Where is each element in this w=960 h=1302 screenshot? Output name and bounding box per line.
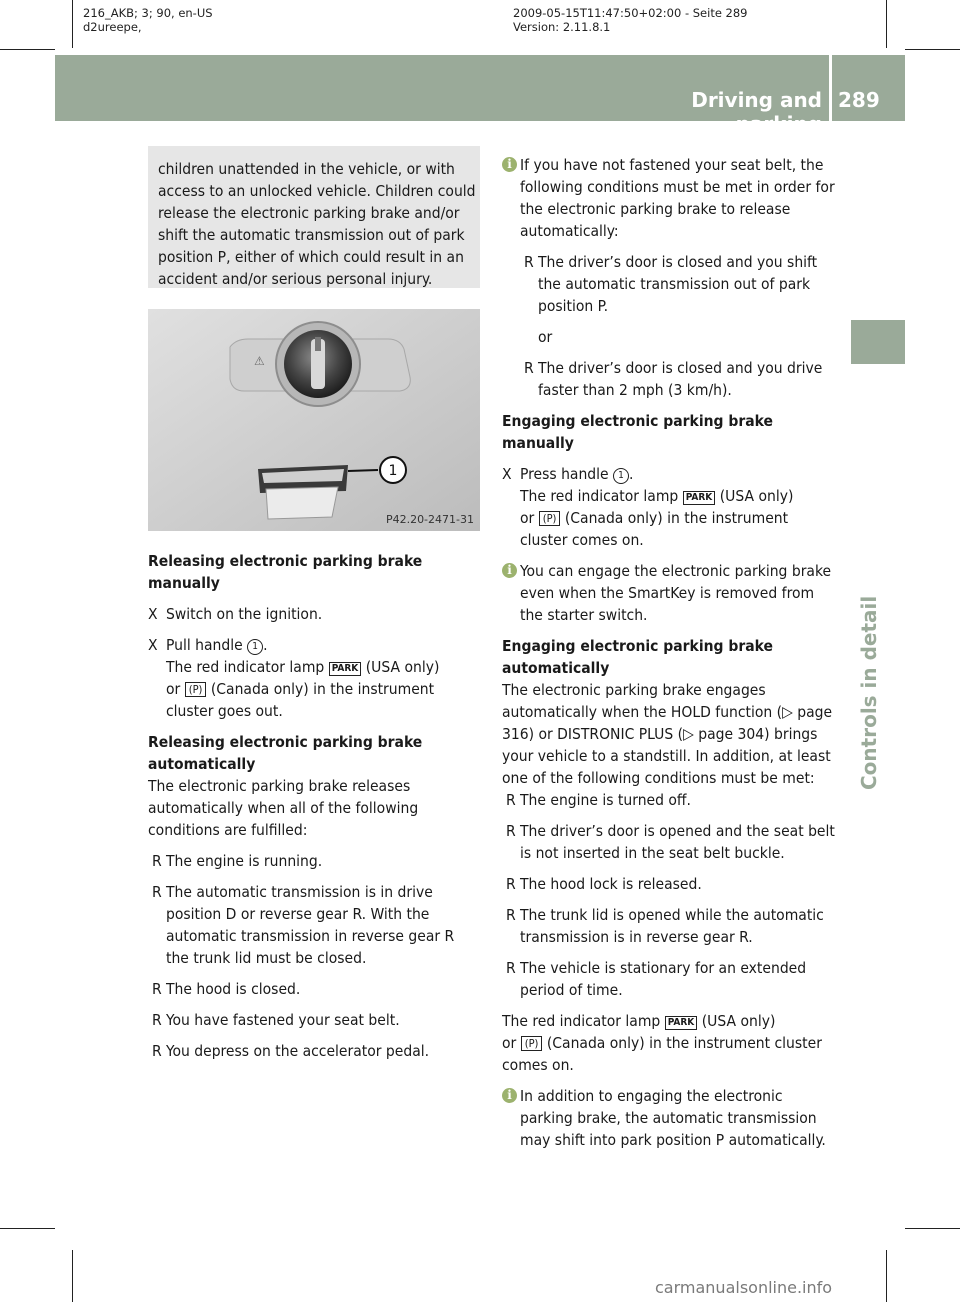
crop-mark xyxy=(886,1250,887,1302)
park-lamp-icon: PARK xyxy=(665,1016,698,1030)
print-meta-right xyxy=(513,6,748,34)
step-text: (USA only) xyxy=(365,658,440,676)
info-icon: i xyxy=(502,157,517,172)
bullet-icon: R xyxy=(506,875,516,893)
bullet-icon: R xyxy=(152,852,162,870)
meta-line: 2009-05-15T11:47:50+02:00 - Seite 289 xyxy=(513,6,748,20)
info-note xyxy=(502,1085,836,1151)
canada-lamp-icon: (P) xyxy=(521,1036,543,1051)
step-text: or xyxy=(520,509,535,527)
info-text: You can engage the electronic parking brake even when the SmartKey is removed from the starter switch. xyxy=(520,562,832,624)
info-note xyxy=(502,154,836,242)
para-text: (Canada only) in the instrument cluster comes on. xyxy=(502,1034,822,1074)
svg-text:⚠: ⚠ xyxy=(254,354,265,368)
park-lamp-icon: PARK xyxy=(683,491,716,505)
heading-release-manual: Releasing electronic parking brake manually xyxy=(148,552,423,592)
para-text: (USA only) xyxy=(701,1012,776,1030)
section-tab xyxy=(851,320,905,364)
section-label: Controls in detail xyxy=(857,595,881,790)
or-text: or xyxy=(538,328,553,346)
crop-mark xyxy=(0,49,55,50)
bullet-icon: R xyxy=(152,1042,162,1060)
list-item xyxy=(502,873,836,895)
list-item xyxy=(502,820,836,864)
info-list xyxy=(502,251,836,401)
paragraph: The electronic parking brake engages automatically when the HOLD function (▷ page 316) or DISTRONIC PLUS (▷ page 304) brings your vehicle to a standstill. In addition, at least one of the following conditions must be met: xyxy=(502,681,833,787)
list-text: The trunk lid is opened while the automatic transmission is in reverse gear R. xyxy=(520,906,824,946)
watermark: carmanualsonline.info xyxy=(655,1278,833,1297)
list-text: The driver’s door is opened and the seat belt is not inserted in the seat belt buckle. xyxy=(520,822,835,862)
right-column xyxy=(502,154,836,1151)
info-icon: i xyxy=(502,563,517,578)
list-text: The automatic transmission is in drive position D or reverse gear R. With the automatic transmission in reverse gear R the trunk lid must be closed. xyxy=(166,883,455,967)
bullet-icon: R xyxy=(152,883,162,901)
left-column xyxy=(148,550,480,1062)
para-text: The red indicator lamp xyxy=(502,1012,661,1030)
bullet-icon: R xyxy=(506,906,516,924)
bullet-icon: R xyxy=(506,791,516,809)
list-text: The hood lock is released. xyxy=(520,875,702,893)
info-note xyxy=(502,560,836,626)
meta-line: d2ureepe, xyxy=(83,20,142,34)
page-number: 289 xyxy=(838,88,880,112)
list-item xyxy=(520,357,836,401)
list-item xyxy=(148,850,480,872)
step-text: (USA only) xyxy=(719,487,794,505)
crop-mark xyxy=(0,1228,55,1229)
park-lamp-icon: PARK xyxy=(329,662,362,676)
list-text: The driver’s door is closed and you shift the automatic transmission out of park position P. xyxy=(538,253,818,315)
bullet-icon: R xyxy=(506,959,516,977)
parking-brake-illustration xyxy=(148,309,480,531)
step-text: Pull handle xyxy=(166,636,243,654)
step-text: (Canada only) in the instrument cluster comes on. xyxy=(520,509,789,549)
list-text: The driver’s door is closed and you drive faster than 2 mph (3 km/h). xyxy=(538,359,823,399)
list-text: The hood is closed. xyxy=(166,980,301,998)
list-item xyxy=(148,978,480,1000)
figure-code: P42.20-2471-31 xyxy=(385,513,474,526)
list-item xyxy=(502,904,836,948)
heading-release-auto: Releasing electronic parking brake automatically xyxy=(148,733,423,773)
chapter-title: Driving and parking xyxy=(691,88,822,136)
meta-line: Version: 2.11.8.1 xyxy=(513,20,611,34)
list-item xyxy=(148,1009,480,1031)
list-item xyxy=(502,957,836,1001)
crop-mark xyxy=(886,0,887,48)
bullet-icon: R xyxy=(152,980,162,998)
list-text: The vehicle is stationary for an extended period of time. xyxy=(520,959,807,999)
step-text: Press handle xyxy=(520,465,609,483)
bullet-icon: R xyxy=(152,1011,162,1029)
bullet-icon: R xyxy=(506,822,516,840)
list-item xyxy=(502,789,836,811)
info-text: In addition to engaging the electronic parking brake, the automatic transmission may shift into park position P automatically. xyxy=(520,1087,826,1149)
crop-mark xyxy=(72,1250,73,1302)
list-text: You have fastened your seat belt. xyxy=(166,1011,400,1029)
step-text: (Canada only) in the instrument cluster goes out. xyxy=(166,680,435,720)
canada-lamp-icon: (P) xyxy=(185,682,207,697)
figure-photo xyxy=(148,309,480,531)
bullet-icon: R xyxy=(524,253,534,271)
crop-mark xyxy=(905,49,960,50)
step-item: X Press handle 1 . The red indicator lamp PARK (USA only) or (P) (Canada only) in the instrument cluster comes on. xyxy=(502,465,794,549)
list-text: The engine is turned off. xyxy=(520,791,691,809)
meta-line: 216_AKB; 3; 90, en-US xyxy=(83,6,213,20)
para-text: or xyxy=(502,1034,517,1052)
bullet-icon: R xyxy=(524,359,534,377)
crop-mark xyxy=(905,1228,960,1229)
step-arrow-icon: X xyxy=(502,465,512,483)
crop-mark xyxy=(72,0,73,48)
warning-text: children unattended in the vehicle, or with access to an unlocked vehicle. Children could release the electronic parking brake and/or shift the automatic transmission out of park position P, either of which could result in an accident and/or serious personal injury. xyxy=(158,160,476,288)
step-item: X Pull handle 1 . The red indicator lamp PARK (USA only) or (P) (Canada only) in the instrument cluster goes out. xyxy=(148,636,440,720)
list-text: The engine is running. xyxy=(166,852,323,870)
callout-1-icon: 1 xyxy=(247,639,263,655)
canada-lamp-icon: (P) xyxy=(539,511,561,526)
step-text: The red indicator lamp xyxy=(520,487,679,505)
paragraph: The electronic parking brake releases automatically when all of the following conditions are fulfilled: xyxy=(148,777,419,839)
heading-engage-auto: Engaging electronic parking brake automatically xyxy=(502,637,773,677)
step-arrow-icon: X xyxy=(148,605,158,623)
info-icon: i xyxy=(502,1088,517,1103)
step-text: Switch on the ignition. xyxy=(166,605,323,623)
step-arrow-icon: X xyxy=(148,636,158,654)
print-meta-left xyxy=(83,6,213,34)
header-divider xyxy=(829,55,832,121)
step-text: The red indicator lamp xyxy=(166,658,325,676)
heading-engage-manual: Engaging electronic parking brake manually xyxy=(502,412,773,452)
list-item xyxy=(520,251,836,317)
callout-1-icon: 1 xyxy=(613,468,629,484)
step-text: or xyxy=(166,680,181,698)
paragraph xyxy=(502,1010,836,1076)
list-text: You depress on the accelerator pedal. xyxy=(166,1042,430,1060)
step-item xyxy=(148,603,480,625)
list-item xyxy=(148,881,480,969)
list-item xyxy=(148,1040,480,1062)
info-text: If you have not fastened your seat belt, the following conditions must be met in order for the electronic parking brake to release automatically: xyxy=(520,156,835,240)
figure-callout: 1 xyxy=(388,463,398,479)
